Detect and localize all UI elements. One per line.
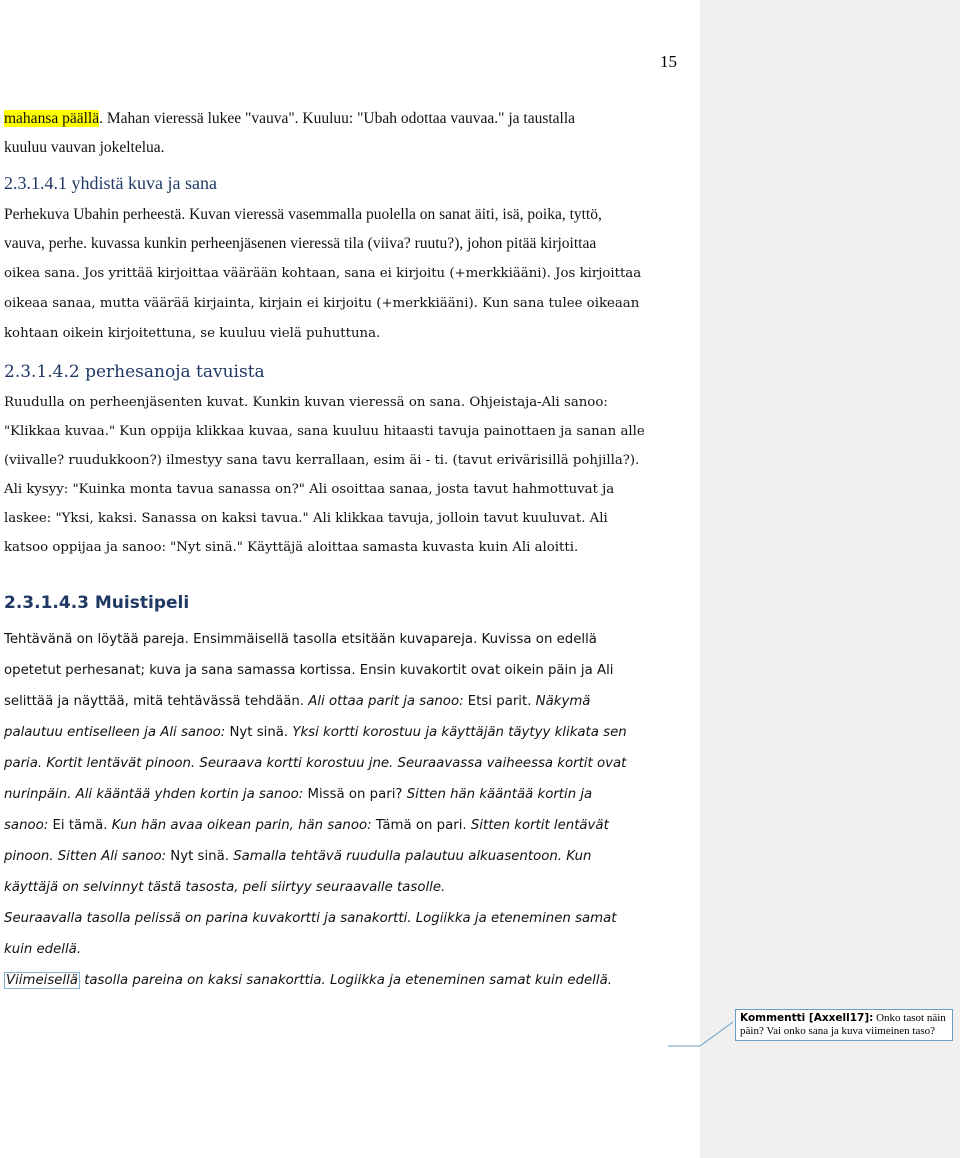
text-line: katsoo oppijaa ja sanoo: "Nyt sinä." Käyttäjä aloittaa samasta kuvasta kuin Ali aloitti.	[4, 540, 579, 555]
text-span: Missä on pari?	[303, 787, 407, 802]
italic-text: Sitten kortit lentävät	[470, 818, 609, 833]
italic-text: paria. Kortit lentävät pinoon. Seuraava kortti korostuu jne. Seuraavassa vaiheessa kortit ovat	[4, 756, 627, 771]
section-heading: 2.3.1.4.2 perhesanoja tavuista	[4, 362, 265, 382]
text-line: oikea sana. Jos yrittää kirjoittaa väärään kohtaan, sana ei kirjoitu (+merkkiääni). Jos kirjoittaa	[4, 266, 642, 281]
text-span: tasolla pareina on kaksi sanakorttia. Logiikka ja eteneminen samat kuin edellä.	[79, 973, 612, 988]
paragraph	[4, 965, 694, 996]
text-line: (viivalle? ruudukkoon?) ilmestyy sana tavu kerrallaan, esim äi - ti. (tavut erivärisillä pohjilla?).	[4, 453, 640, 468]
comment-text: Onko tasot näin päin? Vai onko sana ja kuva viimeinen taso?	[740, 1012, 946, 1037]
text-span: selittää ja näyttää, mitä tehtävässä tehdään.	[4, 694, 309, 709]
italic-text: Ali ottaa parit ja sanoo:	[308, 694, 464, 709]
paragraph	[4, 388, 694, 562]
text-line: kohtaan oikein kirjoitettuna, se kuuluu vielä puhuttuna.	[4, 326, 381, 341]
text-line: oikeaa sanaa, mutta väärää kirjainta, kirjain ei kirjoitu (+merkkiääni). Kun sana tulee oikeaan	[4, 296, 640, 311]
italic-text: Näkymä	[535, 694, 591, 709]
italic-text: käyttäjä on selvinnyt tästä tasosta, peli siirtyy seuraavalle tasolle.	[4, 880, 446, 895]
italic-text: pinoon. Sitten Ali sanoo:	[4, 849, 167, 864]
text-line: kuin edellä.	[4, 942, 82, 957]
italic-text: sanoo:	[4, 818, 49, 833]
comment-author: Kommentti [Axxell17]:	[740, 1012, 874, 1024]
document-body	[4, 104, 694, 996]
text-line: Perhekuva Ubahin perheestä. Kuvan vieressä vasemmalla puolella on sanat äiti, isä, poika, tyttö,	[4, 206, 602, 223]
text-span: Nyt sinä.	[166, 849, 234, 864]
paragraph	[4, 200, 694, 348]
text-line: laskee: "Yksi, kaksi. Sanassa on kaksi tavua." Ali klikkaa tavuja, jolloin tavut kuuluvat. Ali	[4, 511, 608, 526]
comment-balloon[interactable]	[735, 1009, 953, 1041]
text-line: Seuraavalla tasolla pelissä on parina kuvakortti ja sanakortti. Logiikka ja eteneminen samat	[4, 911, 617, 926]
section-heading: 2.3.1.4.3 Muistipeli	[4, 593, 190, 613]
paragraph	[4, 104, 694, 162]
text-line: vauva, perhe. kuvassa kunkin perheenjäsenen vieressä tila (viiva? ruutu?), johon pitää kirjoittaa	[4, 235, 597, 252]
paragraph	[4, 624, 694, 903]
text-span: Etsi parit.	[463, 694, 536, 709]
text-span: . Mahan vieressä lukee "vauva". Kuuluu: "Ubah odottaa vauvaa." ja taustalla	[99, 110, 576, 127]
text-span: kuuluu vauvan jokeltelua.	[4, 139, 165, 156]
highlighted-text: mahansa päällä	[4, 110, 100, 127]
text-line: opetetut perhesanat; kuva ja sana samassa kortissa. Ensin kuvakortit ovat oikein päin ja Ali	[4, 663, 614, 678]
italic-text: Kun hän avaa oikean parin, hän sanoo:	[111, 818, 372, 833]
italic-text: Yksi kortti korostuu ja käyttäjän täytyy klikata sen	[292, 725, 627, 740]
text-line: Ali kysyy: "Kuinka monta tavua sanassa on?" Ali osoittaa sanaa, josta tavut hahmottuvat ja	[4, 482, 615, 497]
paragraph	[4, 903, 694, 965]
page-number: 15	[660, 52, 677, 71]
text-span: Nyt sinä.	[225, 725, 293, 740]
text-span: Tämä on pari.	[371, 818, 471, 833]
italic-text: Samalla tehtävä ruudulla palautuu alkuasentoon. Kun	[233, 849, 592, 864]
italic-text: Sitten hän kääntää kortin ja	[406, 787, 593, 802]
section-heading: 2.3.1.4.1 yhdistä kuva ja sana	[4, 173, 217, 193]
comment-margin-pane	[700, 0, 960, 1158]
text-line: Tehtävänä on löytää pareja. Ensimmäisellä tasolla etsitään kuvapareja. Kuvissa on edellä	[4, 632, 597, 647]
comment-anchor[interactable]: Viimeisellä	[6, 973, 78, 988]
text-line: "Klikkaa kuvaa." Kun oppija klikkaa kuvaa, sana kuuluu hitaasti tavuja painottaen ja sanan alle	[4, 424, 645, 439]
text-span: Ei tämä.	[48, 818, 112, 833]
italic-text: palautuu entiselleen ja Ali sanoo:	[4, 725, 226, 740]
italic-text: nurinpäin. Ali kääntää yhden kortin ja sanoo:	[4, 787, 304, 802]
text-line: Ruudulla on perheenjäsenten kuvat. Kunkin kuvan vieressä on sana. Ohjeistaja-Ali sanoo:	[4, 395, 608, 410]
